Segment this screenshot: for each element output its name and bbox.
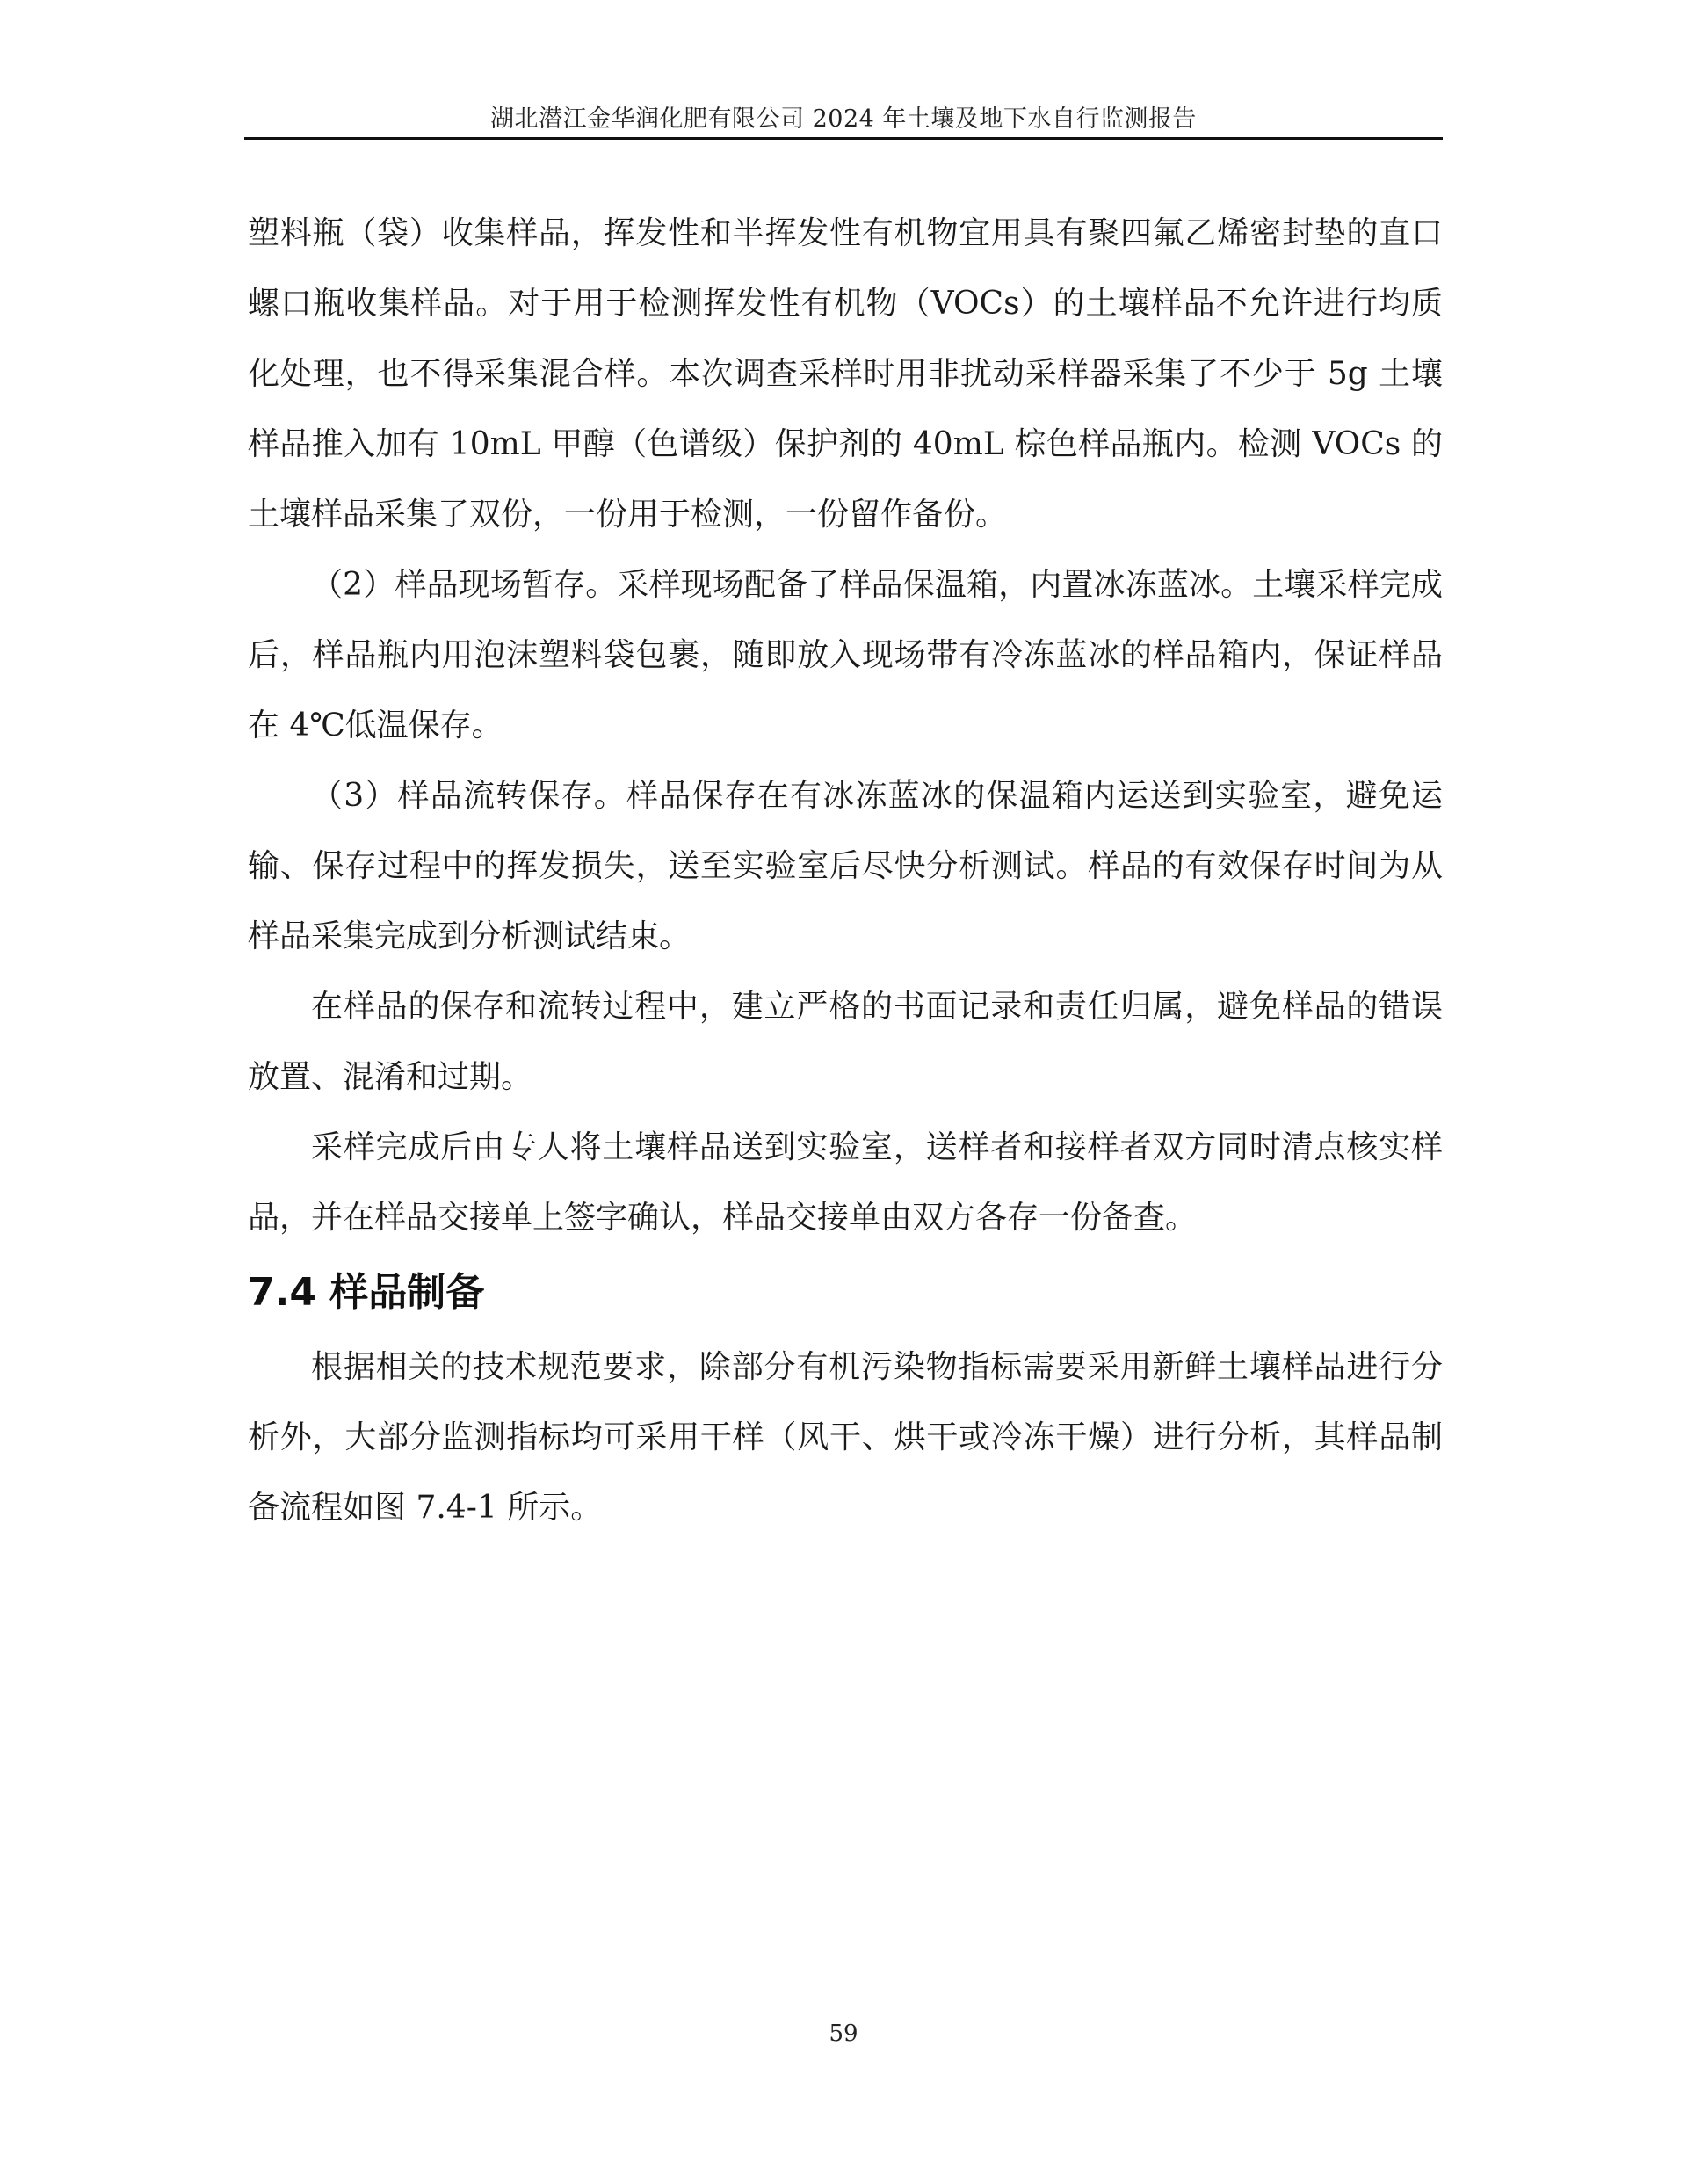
- section-heading: 7.4 样品制备: [248, 1270, 485, 1315]
- page-body: [248, 199, 1443, 1543]
- paragraph-continued: 塑料瓶（袋）收集样品，挥发性和半挥发性有机物宜用具有聚四氟乙烯密封垫的直口螺口瓶收集样品。对于用于检测挥发性有机物（VOCs）的土壤样品不允许进行均质化处理，也不得采集混合样。本次调查采样时用非扰动采样器采集了不少于 5g 土壤样品推入加有 10mL 甲醇（色谱级）保护剂的 40mL 棕色样品瓶内。检测 VOCs 的土壤样品采集了双份，一份用于检测，一份留作备份。: [248, 215, 1443, 533]
- page-number: 59: [829, 2021, 858, 2047]
- paragraph-handover: 采样完成后由专人将土壤样品送到实验室，送样者和接样者双方同时清点核实样品，并在样品交接单上签字确认，样品交接单由双方各存一份备查。: [248, 1129, 1443, 1236]
- paragraph-on-site-storage: （2）样品现场暂存。采样现场配备了样品保温箱，内置冰冻蓝冰。土壤采样完成后，样品瓶内用泡沫塑料袋包裹，随即放入现场带有冷冻蓝冰的样品箱内，保证样品在 4℃低温保存。: [248, 567, 1443, 744]
- paragraph-records: 在样品的保存和流转过程中，建立严格的书面记录和责任归属，避免样品的错误放置、混淆和过期。: [248, 989, 1443, 1095]
- paragraph-transfer-storage: （3）样品流转保存。样品保存在有冰冻蓝冰的保温箱内运送到实验室，避免运输、保存过程中的挥发损失，送至实验室后尽快分析测试。样品的有效保存时间为从样品采集完成到分析测试结束。: [248, 778, 1443, 954]
- header-rule: [244, 137, 1443, 140]
- paragraph-sample-preparation: 根据相关的技术规范要求，除部分有机污染物指标需要采用新鲜土壤样品进行分析外，大部分监测指标均可采用干样（风干、烘干或冷冻干燥）进行分析，其样品制备流程如图 7.4-1 所示。: [248, 1349, 1443, 1526]
- running-header: 湖北潜江金华润化肥有限公司 2024 年土壤及地下水自行监测报告: [490, 105, 1197, 133]
